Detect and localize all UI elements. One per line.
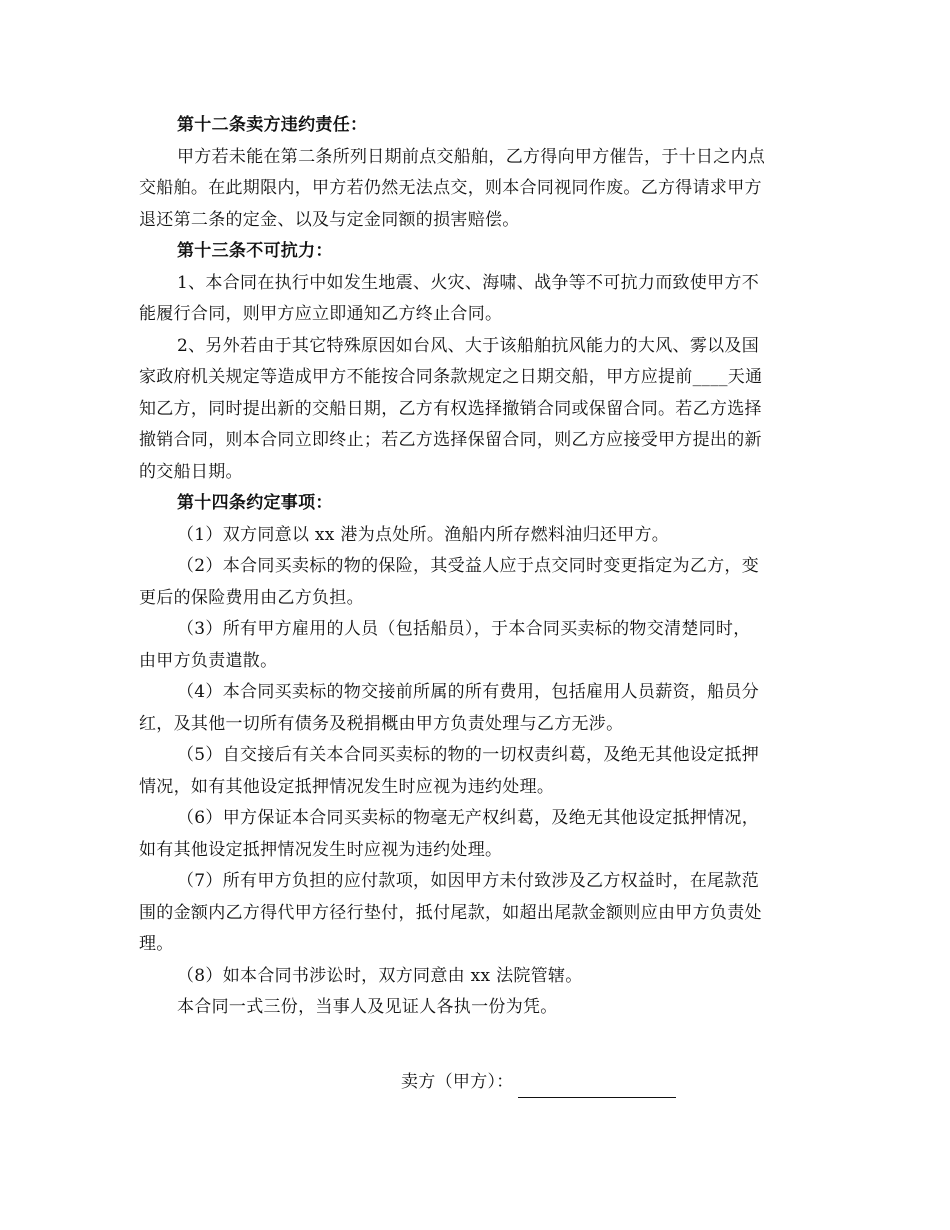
- article-14-item-8-line: （8）如本合同书涉讼时，双方同意由 xx 法院管辖。: [177, 965, 583, 986]
- seller-signature-blank: [518, 1075, 676, 1098]
- article-14-heading: 第十四条约定事项：: [177, 493, 333, 513]
- article-13-item-2-line: 2、另外若由于其它特殊原因如台风、大于该船舶抗风能力的大风、雾以及国: [177, 335, 760, 356]
- article-14-item-1-line: （1）双方同意以 xx 港为点处所。渔船内所存燃料油归还甲方。: [177, 524, 670, 545]
- article-14-item-4-line: （4）本合同买卖标的物交接前所属的所有费用，包括雇用人员薪资，船员分: [177, 682, 760, 702]
- article-13-item-1-line: 能履行合同，则甲方应立即通知乙方终止合同。: [139, 304, 503, 324]
- article-13-item-2-line: 知乙方，同时提出新的交船日期，乙方有权选择撤销合同或保留合同。若乙方选择: [139, 398, 762, 419]
- article-14-item-3-line: （3）所有甲方雇用的人员（包括船员），于本合同买卖标的物交清楚同时，: [177, 619, 751, 639]
- article-14-item-4-line: 红，及其他一切所有债务及税捐概由甲方负责处理与乙方无涉。: [139, 713, 624, 734]
- article-14-item-7-line: （7）所有甲方负担的应付款项，如因甲方未付致涉及乙方权益时，在尾款范: [177, 871, 760, 891]
- seller-signature: [401, 1066, 676, 1098]
- article-14-item-6-line: 如有其他设定抵押情况发生时应视为违约处理。: [139, 839, 503, 860]
- article-12-text-line: 退还第二条的定金、以及与定金同额的损害赔偿。: [139, 209, 520, 230]
- article-13-item-2-line: 家政府机关规定等造成甲方不能按合同条款规定之日期交船，甲方应提前____天通: [139, 367, 763, 387]
- article-13-item-2-line: 撤销合同，则本合同立即终止；若乙方选择保留合同，则乙方应接受甲方提出的新: [139, 430, 762, 450]
- article-14-item-6-line: （6）甲方保证本合同买卖标的物毫无产权纠葛，及绝无其他设定抵押情况，: [177, 808, 760, 828]
- contract-body: [139, 110, 817, 1024]
- closing-statement: 本合同一式三份，当事人及见证人各执一份为凭。: [177, 997, 558, 1017]
- seller-signature-label: 卖方（甲方）：: [401, 1072, 514, 1092]
- article-14-item-2-line: （2）本合同买卖标的物的保险，其受益人应于点交同时变更指定为乙方，变: [177, 556, 760, 576]
- article-12-heading: 第十二条卖方违约责任：: [177, 115, 368, 135]
- article-14-item-2-line: 更后的保险费用由乙方负担。: [139, 587, 364, 608]
- article-13-item-2-line: 的交船日期。: [139, 461, 243, 482]
- article-14-item-5-line: 情况，如有其他设定抵押情况发生时应视为违约处理。: [139, 776, 555, 797]
- article-13-heading: 第十三条不可抗力：: [177, 241, 333, 261]
- article-14-item-7-line: 理。: [139, 934, 174, 954]
- article-13-item-1-line: 1、本合同在执行中如发生地震、火灾、海啸、战争等不可抗力而致使甲方不: [177, 272, 760, 293]
- article-12-text-line: 交船舶。在此期限内，甲方若仍然无法点交，则本合同视同作废。乙方得请求甲方: [139, 178, 762, 198]
- article-12-text-line: 甲方若未能在第二条所列日期前点交船舶，乙方得向甲方催告，于十日之内点: [177, 146, 766, 167]
- article-14-item-5-line: （5）自交接后有关本合同买卖标的物的一切权责纠葛，及绝无其他设定抵押: [177, 745, 760, 765]
- article-14-item-3-line: 由甲方负责遣散。: [139, 650, 278, 671]
- article-14-item-7-line: 围的金额内乙方得代甲方径行垫付，抵付尾款，如超出尾款金额则应由甲方负责处: [139, 902, 762, 923]
